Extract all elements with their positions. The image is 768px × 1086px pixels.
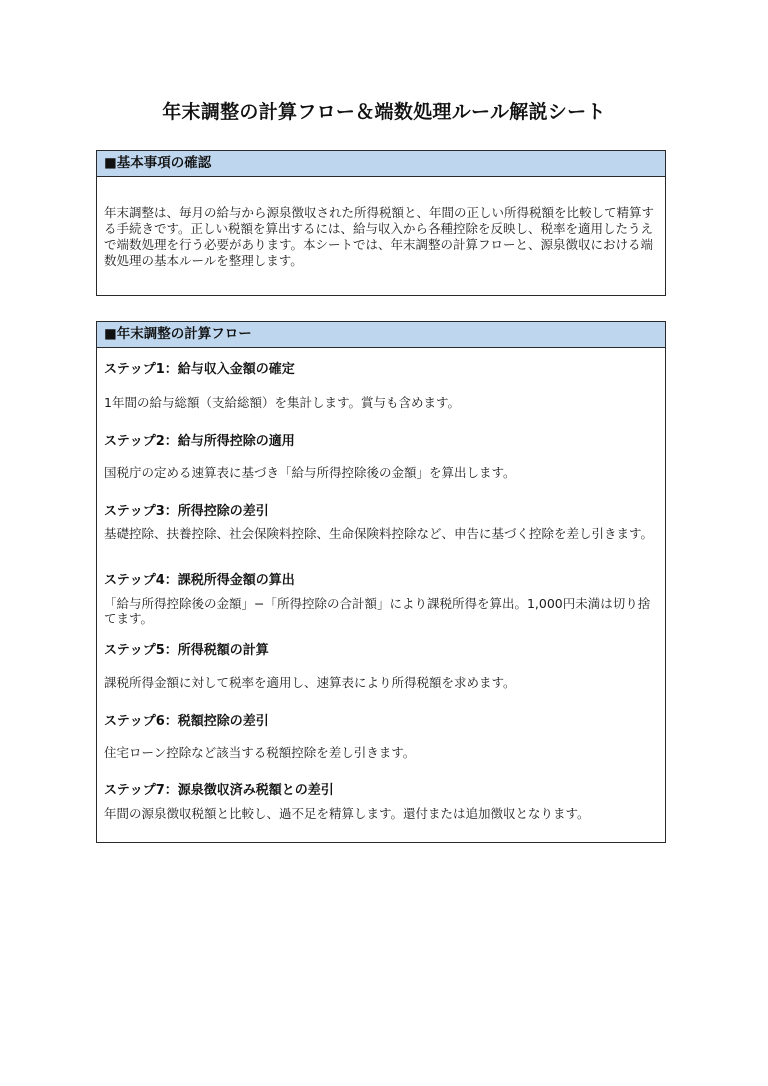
step-6-desc: 住宅ローン控除など該当する税額控除を差し引きます。 [104, 745, 416, 760]
step-2-desc: 国税庁の定める速算表に基づき「給与所得控除後の金額」を算出します。 [104, 465, 516, 480]
flow-section [96, 321, 666, 843]
flow-section-header: ■年末調整の計算フロー [97, 322, 665, 348]
step-7-desc: 年間の源泉徴収税額と比較し、過不足を精算します。還付または追加徴収となります。 [104, 806, 590, 821]
step-2-title: ステップ2：給与所得控除の適用 [104, 434, 295, 449]
step-1-title: ステップ1：給与収入金額の確定 [104, 362, 295, 377]
step-7-title: ステップ7：源泉徴収済み税額との差引 [104, 783, 334, 798]
step-1-desc: 1年間の給与総額（支給総額）を集計します。賞与も含めます。 [104, 395, 460, 410]
page-title: 年末調整の計算フロー＆端数処理ルール解説シート [162, 101, 606, 123]
basic-section-text: 年末調整は、毎月の給与から源泉徴収された所得税額と、年間の正しい所得税額を比較して精算する手続きです。正しい税額を算出するには、給与収入から各種控除を反映し、税率を適用したうえで端数処理を行う必要があります。本シートでは、年末調整の計算フローと、源泉徴収における端数処理の基本ルールを整理します。 [104, 205, 655, 268]
basic-section-header: ■基本事項の確認 [97, 151, 665, 177]
step-4-title: ステップ4：課税所得金額の算出 [104, 573, 295, 588]
step-4-desc: 「給与所得控除後の金額」−「所得控除の合計額」により課税所得を算出。1,000円未満は切り捨てます。 [104, 596, 651, 626]
step-3-title: ステップ3：所得控除の差引 [104, 504, 269, 519]
step-6-title: ステップ6：税額控除の差引 [104, 714, 269, 729]
step-5-desc: 課税所得金額に対して税率を適用し、速算表により所得税額を求めます。 [104, 675, 516, 690]
step-3-desc: 基礎控除、扶養控除、社会保険料控除、生命保険料控除など、申告に基づく控除を差し引きます。 [104, 526, 654, 541]
basic-section [96, 150, 666, 296]
step-5-title: ステップ5：所得税額の計算 [104, 643, 269, 658]
